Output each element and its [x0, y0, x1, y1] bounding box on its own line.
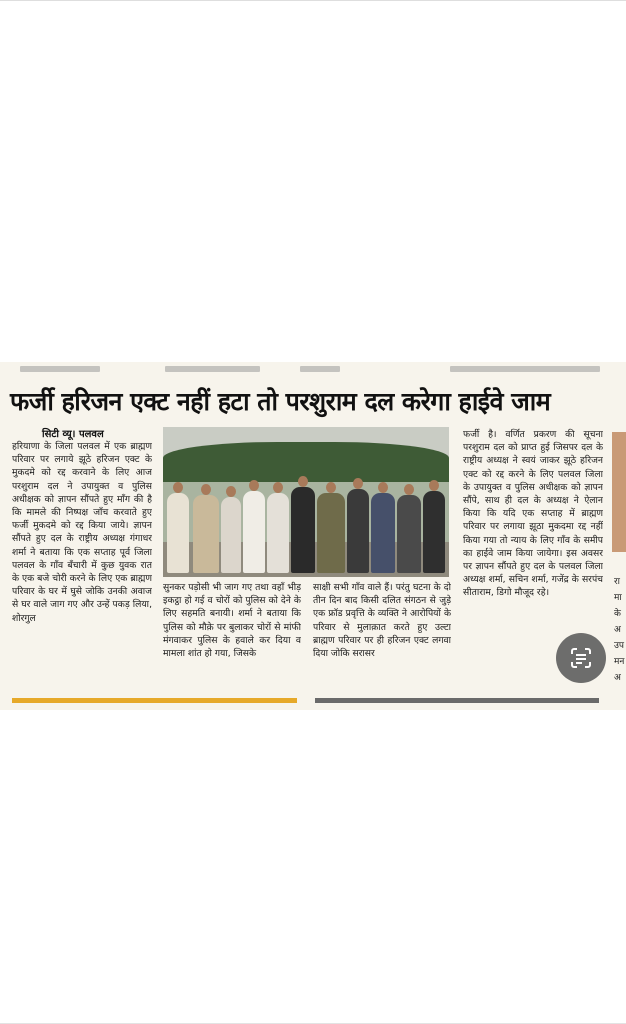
- top-divider: [0, 0, 626, 1]
- scan-text-button[interactable]: [556, 633, 606, 683]
- article-byline: सिटी व्यू। पलवल: [42, 429, 104, 440]
- scan-text-icon: [569, 646, 593, 670]
- person-figure: [423, 491, 445, 573]
- cut-text-strip: [165, 366, 260, 372]
- person-figure: [397, 495, 421, 573]
- accent-rule: [12, 698, 297, 703]
- article-text: सुनकर पड़ोसी भी जाग गए तथा वहाँ भीड़ इकट्ठा हो गई व चोरों को पुलिस को देने के लिए सहमति बनायी। शर्मा ने बताया कि पुलिस को मौक़े पर बुलाकर चोरों से मांफी मंगवाकर पुलिस के हवाले कर दिया व मामला शांत हो गया, जिसके: [163, 582, 301, 660]
- person-figure: [267, 493, 289, 573]
- article-headline: फर्जी हरिजन एक्ट नहीं हटा तो परशुराम दल करेगा हाईवे जाम: [10, 387, 551, 416]
- newspaper-clipping: [0, 362, 626, 710]
- person-figure: [347, 489, 369, 573]
- article-column-3: [313, 581, 451, 698]
- person-figure: [243, 491, 265, 573]
- person-figure: [167, 493, 189, 573]
- cut-text-strip: [300, 366, 340, 372]
- person-figure: [193, 495, 219, 573]
- person-figure: [291, 487, 315, 573]
- divider-rule: [315, 698, 599, 703]
- person-figure: [221, 497, 241, 573]
- article-text: फर्जी है। वर्णित प्रकरण की सूचना परशुराम दल को प्राप्त हुई जिसपर दल के राष्ट्रीय अध्यक्ष ने स्वयं जाकर झूठे हरिजन एक्ट को रद्द करने के लिए पलवल जिला के उपायुक्त व पुलिस अधीक्षक को ज्ञापन सौंपे, साथ ही दल के अध्यक्ष ने ऐलान किया कि यदि एक सप्ताह में ब्राह्मण परिवार पर लगाया झूठा मुकदमा रद्द नहीं किया गया तो न्याय के लिए गाँव के समीप का हाईवे जाम किया जायेगा। इस अवसर पर ज्ञापन सौंपते हुए दल के पलवल जिला अध्यक्ष शर्मा, सचिन शर्मा, गजेंद्र के सरपंच सीताराम, डिगो मौजूद रहे।: [463, 429, 603, 599]
- adjacent-article-text: रा मा के अ उप मन अ: [614, 577, 625, 683]
- person-figure: [317, 493, 345, 573]
- article-column-2: [163, 581, 301, 698]
- article-text: साक्षी सभी गाँव वाले हैं। परंतु घटना के दो तीन दिन बाद किसी दलित संगठन से जुड़े एक फ्रॉड प्रवृत्ति के व्यक्ति ने आरोपियों के परिवार से मुलाक़ात करते हुए उल्टा ब्राह्मण परिवार पर ही हरिजन एक्ट लगवा दिया जोकि सरासर: [313, 582, 451, 660]
- adjacent-article-photo: [612, 432, 626, 552]
- cut-text-strip: [20, 366, 100, 372]
- cut-text-strip: [450, 366, 600, 372]
- article-column-1: [12, 440, 152, 698]
- photo-hedge: [163, 442, 449, 482]
- person-figure: [371, 493, 395, 573]
- article-text: हरियाणा के जिला पलवल में एक ब्राह्मण परिवार पर लगाये झूठे हरिजन एक्ट के मुकदमे को रद्द करवाने के लिए आज परशुराम दल ने उपायुक्त व पुलिस अधीक्षक को ज्ञापन सौंपते हुए माँग की है कि मामले की निष्पक्ष जाँच करवाते हुए फर्जी मुकदमे को रद्द किया जाये। ज्ञापन सौंपते हुए दल के राष्ट्रीय अध्यक्ष गंगाधर शर्मा ने बताया कि एक सप्ताह पूर्व जिला पलवल के गाँव बँचारी में कुछ युवक रात के एक बजे चोरी करने के लिए एक ब्राह्मण परिवार के घर में घुसे जोकि उनकी अवाज से घर वाले जाग गए और उन्हें पकड़ लिया, शोरगुल: [12, 441, 152, 624]
- article-photo: [163, 427, 449, 577]
